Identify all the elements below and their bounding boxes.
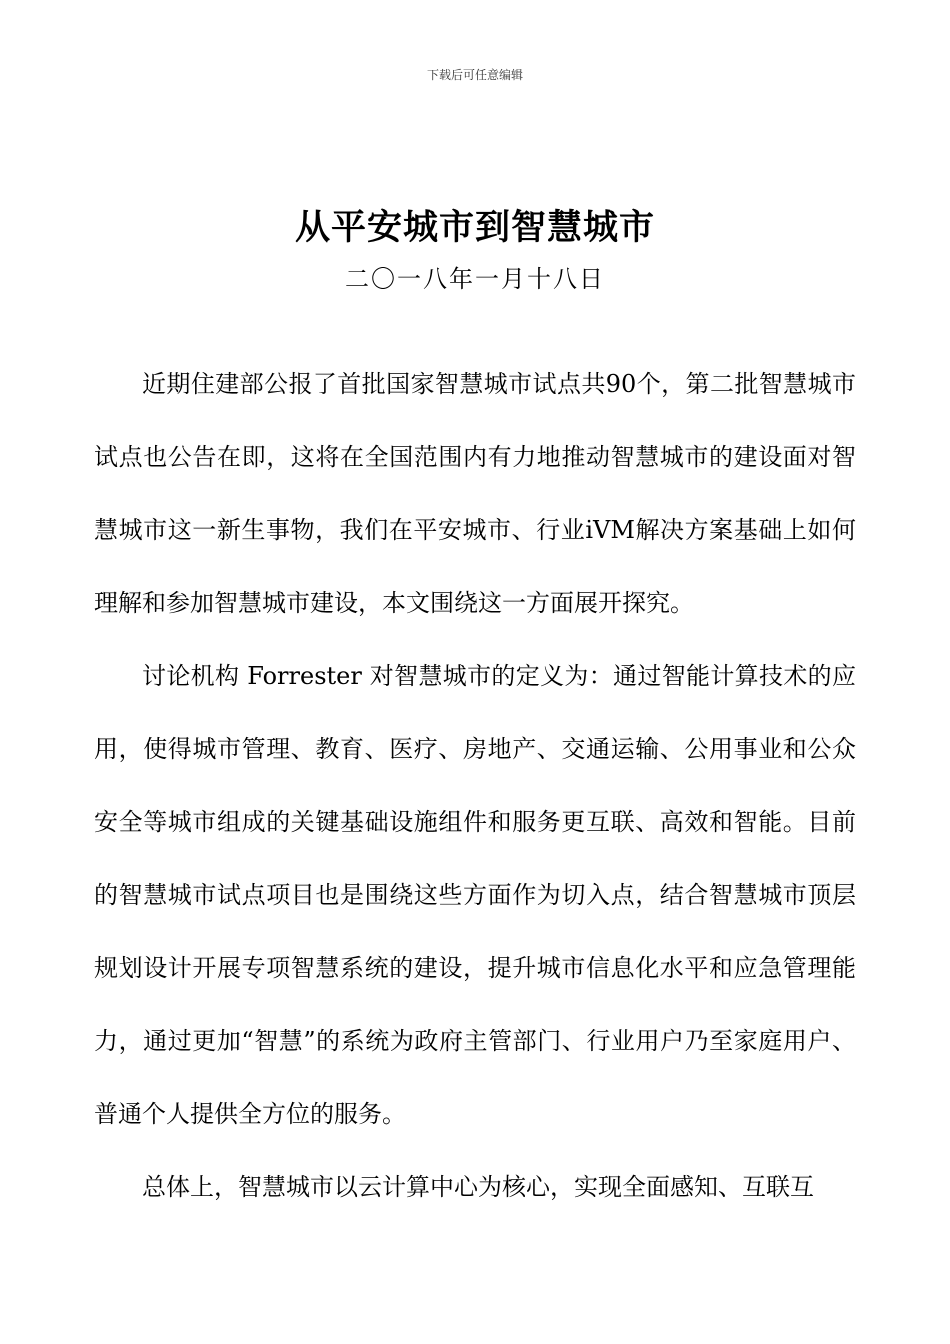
header-note: 下载后可任意编辑 <box>426 68 523 82</box>
document-date: 二〇一八年一月十八日 <box>345 265 605 293</box>
document-body <box>94 348 856 1224</box>
paragraph: 总体上，智慧城市以云计算中心为核心，实现全面感知、互联互 <box>142 1173 814 1201</box>
paragraph: 讨论机构 Forrester 对智慧城市的定义为：通过智能计算技术的应用，使得城市管理、教育、医疗、房地产、交通运输、公用事业和公众安全等城市组成的关键基础设施组件和服务更互联、高效和智能。目前的智慧城市试点项目也是围绕这些方面作为切入点，结合智慧城市顶层规划设计开展专项智慧系统的建设，提升城市信息化水平和应急管理能力，通过更加“智慧”的系统为政府主管部门、行业用户乃至家庭用户、普通个人提供全方位的服务。 <box>94 662 856 1128</box>
document-title: 从平安城市到智慧城市 <box>294 208 655 248</box>
paragraph: 近期住建部公报了首批国家智慧城市试点共90个，第二批智慧城市试点也公告在即，这将在全国范围内有力地推动智慧城市的建设面对智慧城市这一新生事物，我们在平安城市、行业iVM解决方案基础上如何理解和参加智慧城市建设，本文围绕这一方面展开探究。 <box>94 370 856 617</box>
